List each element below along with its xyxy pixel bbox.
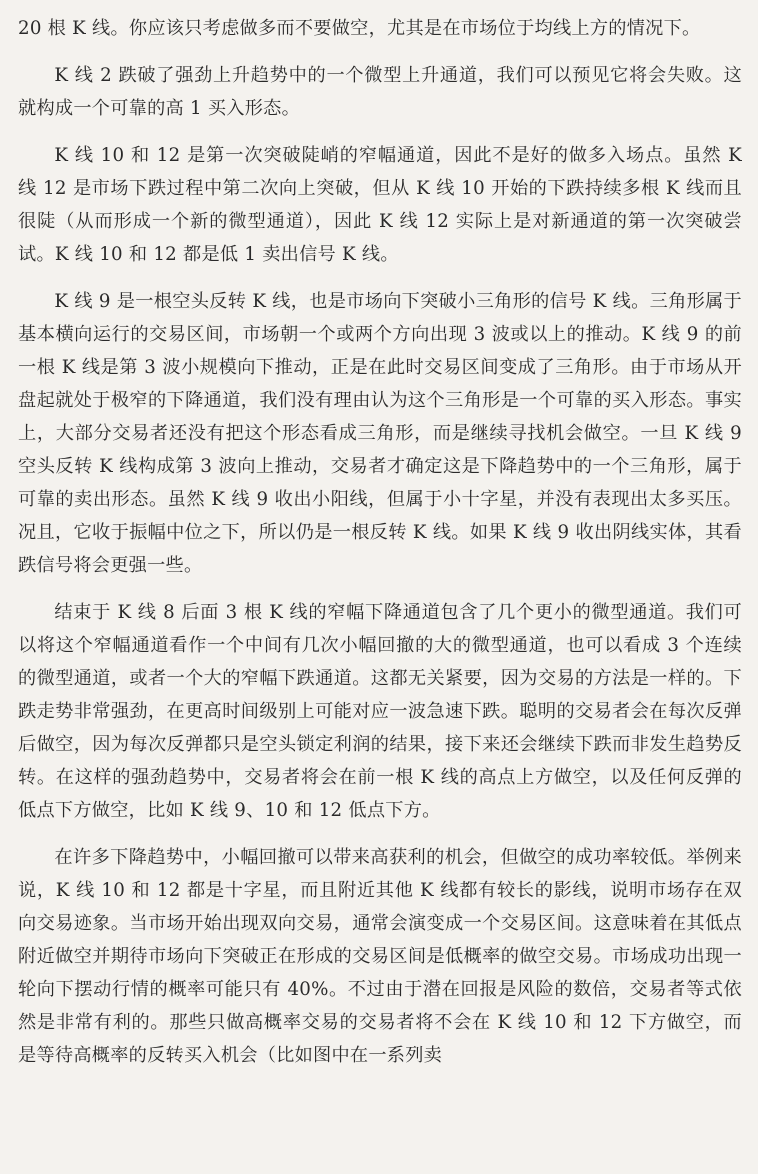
paragraph-bars-10-12: K 线 10 和 12 是第一次突破陡峭的窄幅通道，因此不是好的做多入场点。虽然 K 线 12 是市场下跌过程中第二次向上突破，但从 K 线 10 开始的下跌持续多根 K 线而且很陡（从而形成一个新的微型通道），因此 K 线 12 实际上是对新通道的第一次突破尝试。K 线 10 和 12 都是低 1 卖出信号 K 线。 <box>18 145 742 265</box>
paragraph-pullbacks: 在许多下降趋势中，小幅回撤可以带来高获利的机会，但做空的成功率较低。举例来说，K 线 10 和 12 都是十字星，而且附近其他 K 线都有较长的影线，说明市场存在双向交易迹象。当市场开始出现双向交易，通常会演变成一个交易区间。这意味着在其低点附近做空并期待市场向下突破正在形成的交易区间是低概率的做空交易。市场成功出现一轮向下摆动行情的概率可能只有 40%。不过由于潜在回报是风险的数倍，交易者等式依然是非常有利的。那些只做高概率交易的交易者将不会在 K 线 10 和 12 下方做空，而是等待高概率的反转买入机会（比如图中在一系列卖 <box>18 847 742 1066</box>
paragraph-continuation: 20 根 K 线。你应该只考虑做多而不要做空，尤其是在市场位于均线上方的情况下。 <box>18 18 701 39</box>
paragraph-narrow-channel: 结束于 K 线 8 后面 3 根 K 线的窄幅下降通道包含了几个更小的微型通道。我们可以将这个窄幅通道看作一个中间有几次小幅回撤的大的微型通道，也可以看成 3 个连续的微型通道，或者一个大的窄幅下跌通道。这都无关紧要，因为交易的方法是一样的。下跌走势非常强劲，在更高时间级别上可能对应一波急速下跌。聪明的交易者会在每次反弹后做空，因为每次反弹都只是空头锁定利润的结果，接下来还会继续下跌而非发生趋势反转。在这样的强劲趋势中，交易者将会在前一根 K 线的高点上方做空，以及任何反弹的低点下方做空，比如 K 线 9、10 和 12 低点下方。 <box>18 602 742 821</box>
paragraph-bar-2: K 线 2 跌破了强劲上升趋势中的一个微型上升通道，我们可以预见它将会失败。这就构成一个可靠的高 1 买入形态。 <box>18 65 742 119</box>
paragraph-bar-9-triangle: K 线 9 是一根空头反转 K 线，也是市场向下突破小三角形的信号 K 线。三角形属于基本横向运行的交易区间，市场朝一个或两个方向出现 3 波或以上的推动。K 线 9 的前一根 K 线是第 3 波小规模向下推动，正是在此时交易区间变成了三角形。由于市场从开盘起就处于极窄的下降通道，我们没有理由认为这个三角形是一个可靠的买入形态。事实上，大部分交易者还没有把这个形态看成三角形，而是继续寻找机会做空。一旦 K 线 9 空头反转 K 线构成第 3 波向上推动，交易者才确定这是下降趋势中的一个三角形，属于可靠的卖出形态。虽然 K 线 9 收出小阳线，但属于小十字星，并没有表现出太多买压。况且，它收于振幅中位之下，所以仍是一根反转 K 线。如果 K 线 9 收出阴线实体，其看跌信号将会更强一些。 <box>18 291 742 576</box>
